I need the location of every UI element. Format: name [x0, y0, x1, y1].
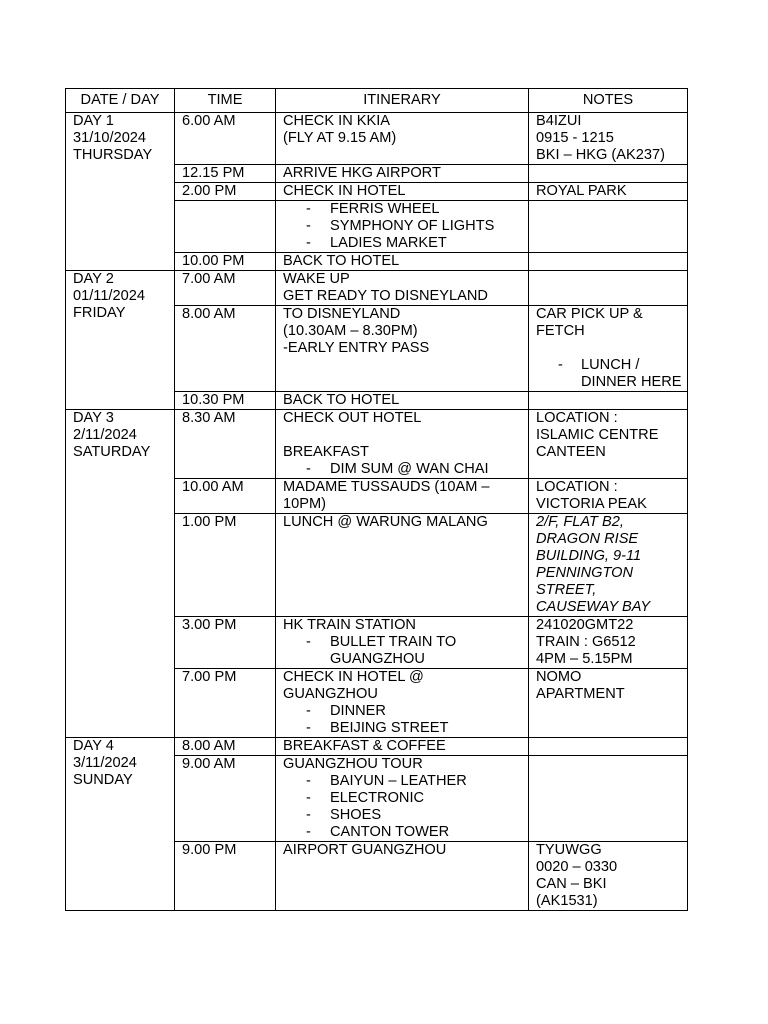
- day-line: DAY 1: [73, 113, 114, 129]
- notes-line: CAUSEWAY BAY: [536, 599, 651, 615]
- time-cell: [175, 306, 276, 392]
- time-cell: [175, 183, 276, 201]
- itinerary-bullet-item: - ELECTRONIC: [306, 790, 528, 807]
- itinerary-line: GUANGZHOU: [283, 686, 378, 702]
- time-value: 12.15 PM: [182, 165, 245, 181]
- notes-cell: [529, 165, 688, 183]
- itinerary-line: BACK TO HOTEL: [283, 253, 400, 269]
- time-cell: [175, 392, 276, 410]
- header-itinerary: ITINERARY: [276, 89, 529, 113]
- itinerary-cell: [276, 253, 529, 271]
- time-value: 6.00 AM: [182, 113, 236, 129]
- notes-line: TRAIN : G6512: [536, 634, 636, 650]
- notes-cell: [529, 392, 688, 410]
- day-line: DAY 2: [73, 271, 114, 287]
- day-cell: [66, 113, 175, 271]
- time-cell: [175, 756, 276, 842]
- itinerary-line: (FLY AT 9.15 AM): [283, 130, 397, 146]
- time-cell: [175, 201, 276, 253]
- time-cell: [175, 842, 276, 911]
- itinerary-bullet-item: - SHOES: [306, 807, 528, 824]
- itinerary-line: WAKE UP: [283, 271, 350, 287]
- notes-line: BUILDING, 9-11: [536, 548, 642, 564]
- itinerary-table: [65, 88, 688, 911]
- time-cell: [175, 514, 276, 617]
- day-line: 31/10/2024: [73, 130, 147, 146]
- notes-cell: [529, 842, 688, 911]
- table-row: [66, 113, 688, 165]
- time-value: 8.00 AM: [182, 738, 236, 754]
- itinerary-line: LUNCH @ WARUNG MALANG: [283, 514, 488, 530]
- time-value: 8.30 AM: [182, 410, 236, 426]
- blank-line: [283, 427, 528, 444]
- time-cell: [175, 669, 276, 738]
- day-line: 2/11/2024: [73, 427, 137, 443]
- time-value: 10.00 AM: [182, 479, 244, 495]
- itinerary-line: HK TRAIN STATION: [283, 617, 416, 633]
- blank-line: [536, 340, 687, 357]
- notes-line: LOCATION :: [536, 479, 618, 495]
- time-value: 7.00 PM: [182, 669, 237, 685]
- itinerary-line: GUANGZHOU TOUR: [283, 756, 423, 772]
- notes-line: TYUWGG: [536, 842, 602, 858]
- itinerary-line: CHECK IN HOTEL @: [283, 669, 424, 685]
- itinerary-cell: [276, 479, 529, 514]
- notes-line: ISLAMIC CENTRE: [536, 427, 659, 443]
- table-row: [66, 271, 688, 306]
- itinerary-line: 10PM): [283, 496, 326, 512]
- day-line: SATURDAY: [73, 444, 151, 460]
- time-cell: [175, 253, 276, 271]
- itinerary-line: CHECK IN KKIA: [283, 113, 391, 129]
- day-line: 01/11/2024: [73, 288, 145, 304]
- time-cell: [175, 479, 276, 514]
- itinerary-bullet-item: - FERRIS WHEEL: [306, 201, 528, 218]
- day-cell: [66, 738, 175, 911]
- itinerary-bullet-list: [283, 703, 528, 737]
- notes-line: 0020 – 0330: [536, 859, 618, 875]
- itinerary-cell: [276, 410, 529, 479]
- itinerary-cell: [276, 756, 529, 842]
- itinerary-body: [66, 113, 688, 911]
- itinerary-cell: [276, 113, 529, 165]
- header-date-day: DATE / DAY: [66, 89, 175, 113]
- itinerary-cell: [276, 306, 529, 392]
- notes-line: NOMO: [536, 669, 582, 685]
- time-value: 9.00 AM: [182, 756, 236, 772]
- notes-line: 241020GMT22: [536, 617, 634, 633]
- table-row: [66, 410, 688, 479]
- itinerary-bullet-item: - CANTON TOWER: [306, 824, 528, 841]
- itinerary-cell: [276, 842, 529, 911]
- time-cell: [175, 617, 276, 669]
- notes-line: ROYAL PARK: [536, 183, 627, 199]
- time-value: 9.00 PM: [182, 842, 237, 858]
- itinerary-line: TO DISNEYLAND: [283, 306, 401, 322]
- itinerary-line: (10.30AM – 8.30PM): [283, 323, 418, 339]
- itinerary-cell: [276, 738, 529, 756]
- notes-line: LOCATION :: [536, 410, 618, 426]
- itinerary-bullet-list: [283, 461, 528, 478]
- notes-cell: [529, 113, 688, 165]
- notes-cell: [529, 271, 688, 306]
- itinerary-line: -EARLY ENTRY PASS: [283, 340, 430, 356]
- day-line: DAY 3: [73, 410, 114, 426]
- itinerary-cell: [276, 165, 529, 183]
- header-time: TIME: [175, 89, 276, 113]
- itinerary-cell: [276, 271, 529, 306]
- notes-line: 0915 - 1215: [536, 130, 614, 146]
- notes-cell: [529, 617, 688, 669]
- itinerary-cell: [276, 201, 529, 253]
- time-value: 10.30 PM: [182, 392, 245, 408]
- day-line: THURSDAY: [73, 147, 153, 163]
- notes-cell: [529, 253, 688, 271]
- notes-line: PENNINGTON: [536, 565, 634, 581]
- itinerary-line: ARRIVE HKG AIRPORT: [283, 165, 441, 181]
- notes-line: STREET,: [536, 582, 597, 598]
- notes-line: VICTORIA PEAK: [536, 496, 647, 512]
- time-cell: [175, 113, 276, 165]
- notes-line: CANTEEN: [536, 444, 606, 460]
- notes-line: 4PM – 5.15PM: [536, 651, 633, 667]
- itinerary-bullet-list: [283, 773, 528, 841]
- table-row: [66, 738, 688, 756]
- itinerary-bullet-item: - BAIYUN – LEATHER: [306, 773, 528, 790]
- itinerary-line: GET READY TO DISNEYLAND: [283, 288, 488, 304]
- notes-line: DRAGON RISE: [536, 531, 639, 547]
- itinerary-cell: [276, 617, 529, 669]
- itinerary-cell: [276, 514, 529, 617]
- notes-cell: [529, 738, 688, 756]
- day-cell: [66, 271, 175, 410]
- itinerary-line: BREAKFAST & COFFEE: [283, 738, 446, 754]
- notes-line: BKI – HKG (AK237): [536, 147, 665, 163]
- notes-cell: [529, 306, 688, 392]
- day-line: FRIDAY: [73, 305, 126, 321]
- time-value: 3.00 PM: [182, 617, 237, 633]
- time-value: 8.00 AM: [182, 306, 236, 322]
- itinerary-cell: [276, 392, 529, 410]
- time-value: 2.00 PM: [182, 183, 237, 199]
- itinerary-bullet-item: - DINNER: [306, 703, 528, 720]
- itinerary-bullet-item: - LADIES MARKET: [306, 235, 528, 252]
- time-cell: [175, 271, 276, 306]
- itinerary-bullet-item: - BULLET TRAIN TO GUANGZHOU: [306, 634, 528, 668]
- time-value: 1.00 PM: [182, 514, 237, 530]
- notes-line: 2/F, FLAT B2,: [536, 514, 624, 530]
- notes-line: FETCH: [536, 323, 585, 339]
- notes-cell: [529, 756, 688, 842]
- day-line: DAY 4: [73, 738, 114, 754]
- notes-cell: [529, 201, 688, 253]
- notes-bullet-item: - LUNCH / DINNER HERE: [558, 357, 687, 391]
- notes-line: APARTMENT: [536, 686, 625, 702]
- notes-line: CAN – BKI: [536, 876, 607, 892]
- itinerary-cell: [276, 183, 529, 201]
- itinerary-bullet-list: [283, 201, 528, 252]
- time-value: 7.00 AM: [182, 271, 236, 287]
- notes-line: (AK1531): [536, 893, 598, 909]
- day-line: SUNDAY: [73, 772, 133, 788]
- time-cell: [175, 165, 276, 183]
- day-cell: [66, 410, 175, 738]
- day-line: 3/11/2024: [73, 755, 137, 771]
- time-value: 10.00 PM: [182, 253, 245, 269]
- notes-cell: [529, 479, 688, 514]
- itinerary-bullet-item: - DIM SUM @ WAN CHAI: [306, 461, 528, 478]
- notes-bullet-list: [536, 357, 687, 391]
- notes-cell: [529, 183, 688, 201]
- itinerary-bullet-list: [283, 634, 528, 668]
- itinerary-cell: [276, 669, 529, 738]
- header-row: [66, 89, 688, 113]
- notes-line: CAR PICK UP &: [536, 306, 643, 322]
- notes-cell: [529, 514, 688, 617]
- header-notes: NOTES: [529, 89, 688, 113]
- itinerary-line: CHECK OUT HOTEL: [283, 410, 422, 426]
- itinerary-line: CHECK IN HOTEL: [283, 183, 406, 199]
- itinerary-line: BREAKFAST: [283, 444, 369, 460]
- time-cell: [175, 738, 276, 756]
- time-cell: [175, 410, 276, 479]
- itinerary-bullet-item: - SYMPHONY OF LIGHTS: [306, 218, 528, 235]
- notes-cell: [529, 410, 688, 479]
- notes-line: B4IZUI: [536, 113, 582, 129]
- itinerary-bullet-item: - BEIJING STREET: [306, 720, 528, 737]
- itinerary-line: MADAME TUSSAUDS (10AM –: [283, 479, 490, 495]
- itinerary-line: BACK TO HOTEL: [283, 392, 400, 408]
- itinerary-line: AIRPORT GUANGZHOU: [283, 842, 447, 858]
- notes-cell: [529, 669, 688, 738]
